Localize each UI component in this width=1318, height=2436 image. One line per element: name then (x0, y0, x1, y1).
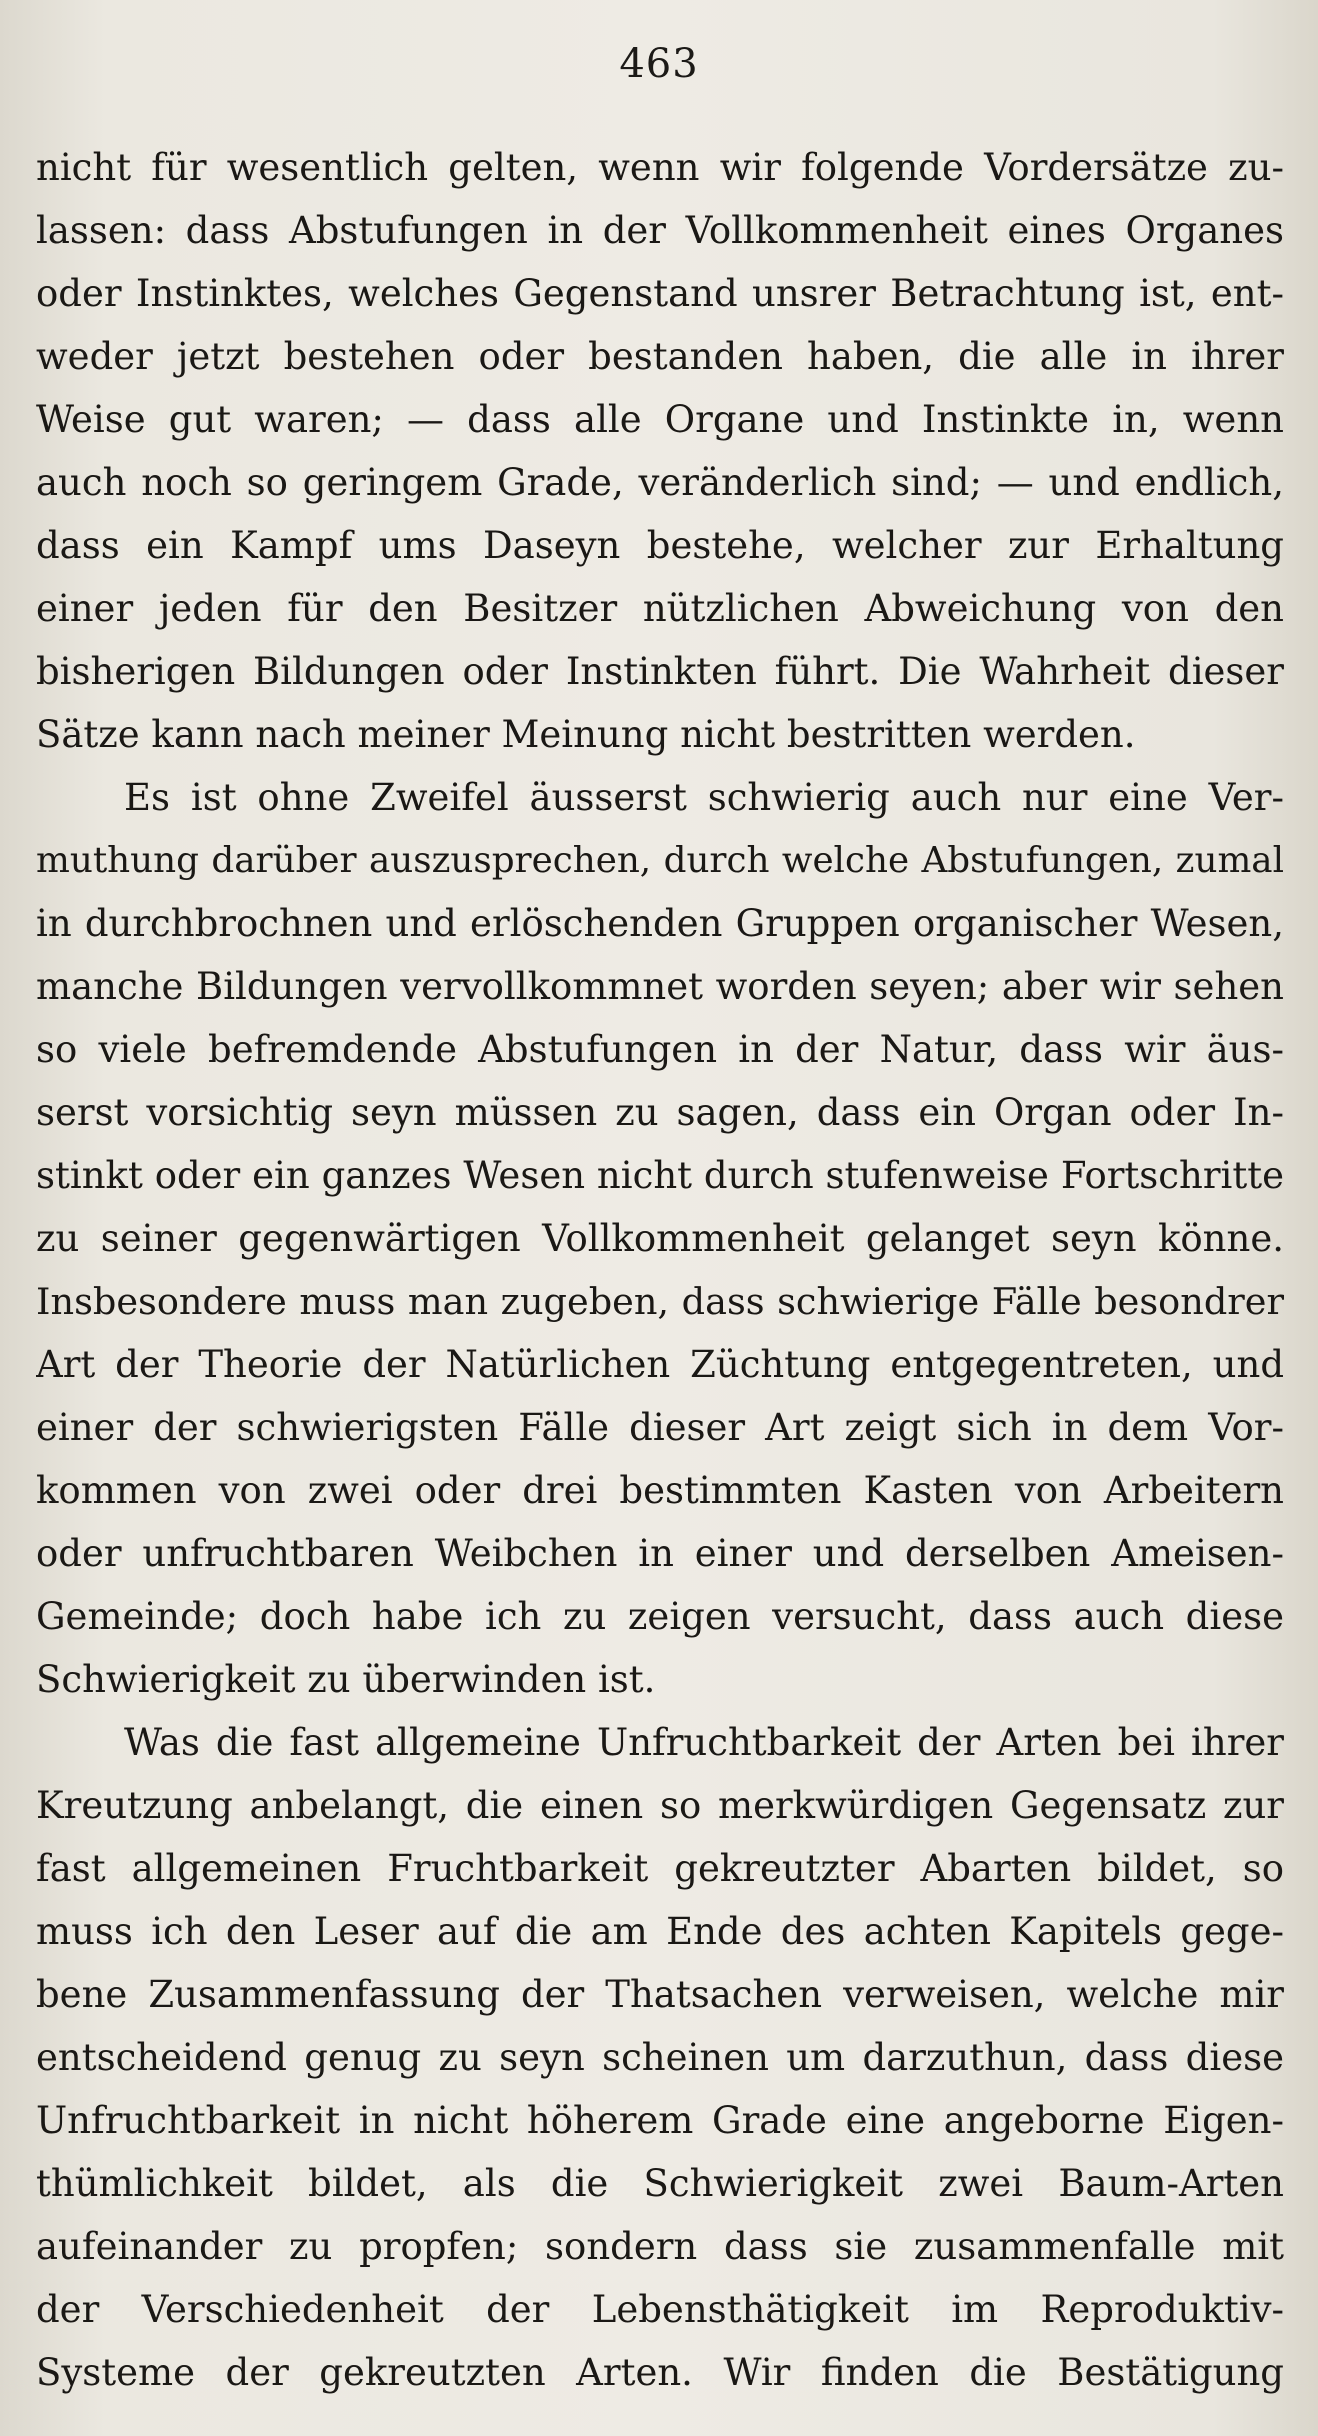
text-line: so viele befremdende Abstufungen in der Natur, dass wir äus- (36, 1028, 1284, 1071)
text-line: oder unfruchtbaren Weibchen in einer und derselben Ameisen- (36, 1532, 1284, 1575)
text-line: lassen: dass Abstufungen in der Vollkommenheit eines Organes (36, 209, 1284, 252)
text-line: muss ich den Leser auf die am Ende des achten Kapitels gege- (36, 1910, 1284, 1953)
body-text (36, 136, 1284, 2404)
text-line: Kreutzung anbelangt, die einen so merkwürdigen Gegensatz zur (36, 1784, 1284, 1827)
text-line: nicht für wesentlich gelten, wenn wir folgende Vordersätze zu- (36, 146, 1284, 189)
text-line: der Verschiedenheit der Lebensthätigkeit im Reproduktiv- (36, 2288, 1284, 2331)
text-line: auch noch so geringem Grade, veränderlich sind; — und endlich, (36, 461, 1284, 504)
text-line: fast allgemeinen Fruchtbarkeit gekreutzter Abarten bildet, so (36, 1847, 1284, 1890)
text-line: in durchbrochnen und erlöschenden Gruppen organischer Wesen, (36, 902, 1284, 945)
text-line: muthung darüber auszusprechen, durch welche Abstufungen, zumal (36, 840, 1284, 881)
text-line: aufeinander zu propfen; sondern dass sie zusammenfalle mit (36, 2225, 1284, 2268)
text-line: einer jeden für den Besitzer nützlichen Abweichung von den (36, 587, 1284, 630)
text-line: Was die fast allgemeine Unfruchtbarkeit der Arten bei ihrer (124, 1721, 1284, 1764)
text-line: bisherigen Bildungen oder Instinkten führt. Die Wahrheit dieser (36, 650, 1284, 693)
text-line: Systeme der gekreutzten Arten. Wir finden die Bestätigung (36, 2351, 1284, 2394)
text-line: zu seiner gegenwärtigen Vollkommenheit gelanget seyn könne. (36, 1217, 1284, 1260)
text-line: Gemeinde; doch habe ich zu zeigen versucht, dass auch diese (36, 1595, 1284, 1638)
text-line: Unfruchtbarkeit in nicht höherem Grade eine angeborne Eigen- (36, 2099, 1284, 2142)
text-line: manche Bildungen vervollkommnet worden seyen; aber wir sehen (36, 965, 1284, 1008)
text-line: bene Zusammenfassung der Thatsachen verweisen, welche mir (36, 1973, 1284, 2016)
text-line: dass ein Kampf ums Daseyn bestehe, welcher zur Erhaltung (36, 524, 1284, 567)
text-line: Sätze kann nach meiner Meinung nicht bestritten werden. (36, 713, 1136, 756)
text-line: Art der Theorie der Natürlichen Züchtung entgegentreten, und (36, 1343, 1284, 1386)
text-line: Schwierigkeit zu überwinden ist. (36, 1658, 656, 1701)
text-line: weder jetzt bestehen oder bestanden haben, die alle in ihrer (36, 335, 1284, 378)
text-line: thümlichkeit bildet, als die Schwierigkeit zwei Baum-Arten (36, 2162, 1284, 2205)
text-line: serst vorsichtig seyn müssen zu sagen, dass ein Organ oder In- (36, 1091, 1284, 1134)
text-line: einer der schwierigsten Fälle dieser Art zeigt sich in dem Vor- (36, 1406, 1284, 1449)
text-line: Weise gut waren; — dass alle Organe und Instinkte in, wenn (36, 398, 1284, 441)
text-line: Es ist ohne Zweifel äusserst schwierig auch nur eine Ver- (124, 776, 1284, 819)
text-line: kommen von zwei oder drei bestimmten Kasten von Arbeitern (36, 1469, 1284, 1512)
text-line: Insbesondere muss man zugeben, dass schwierige Fälle besondrer (36, 1280, 1284, 1323)
text-line: entscheidend genug zu seyn scheinen um darzuthun, dass diese (36, 2036, 1284, 2079)
text-line: stinkt oder ein ganzes Wesen nicht durch stufenweise Fortschritte (36, 1154, 1284, 1197)
page-number: 463 (619, 41, 699, 87)
text-line: oder Instinktes, welches Gegenstand unsrer Betrachtung ist, ent- (36, 272, 1284, 315)
